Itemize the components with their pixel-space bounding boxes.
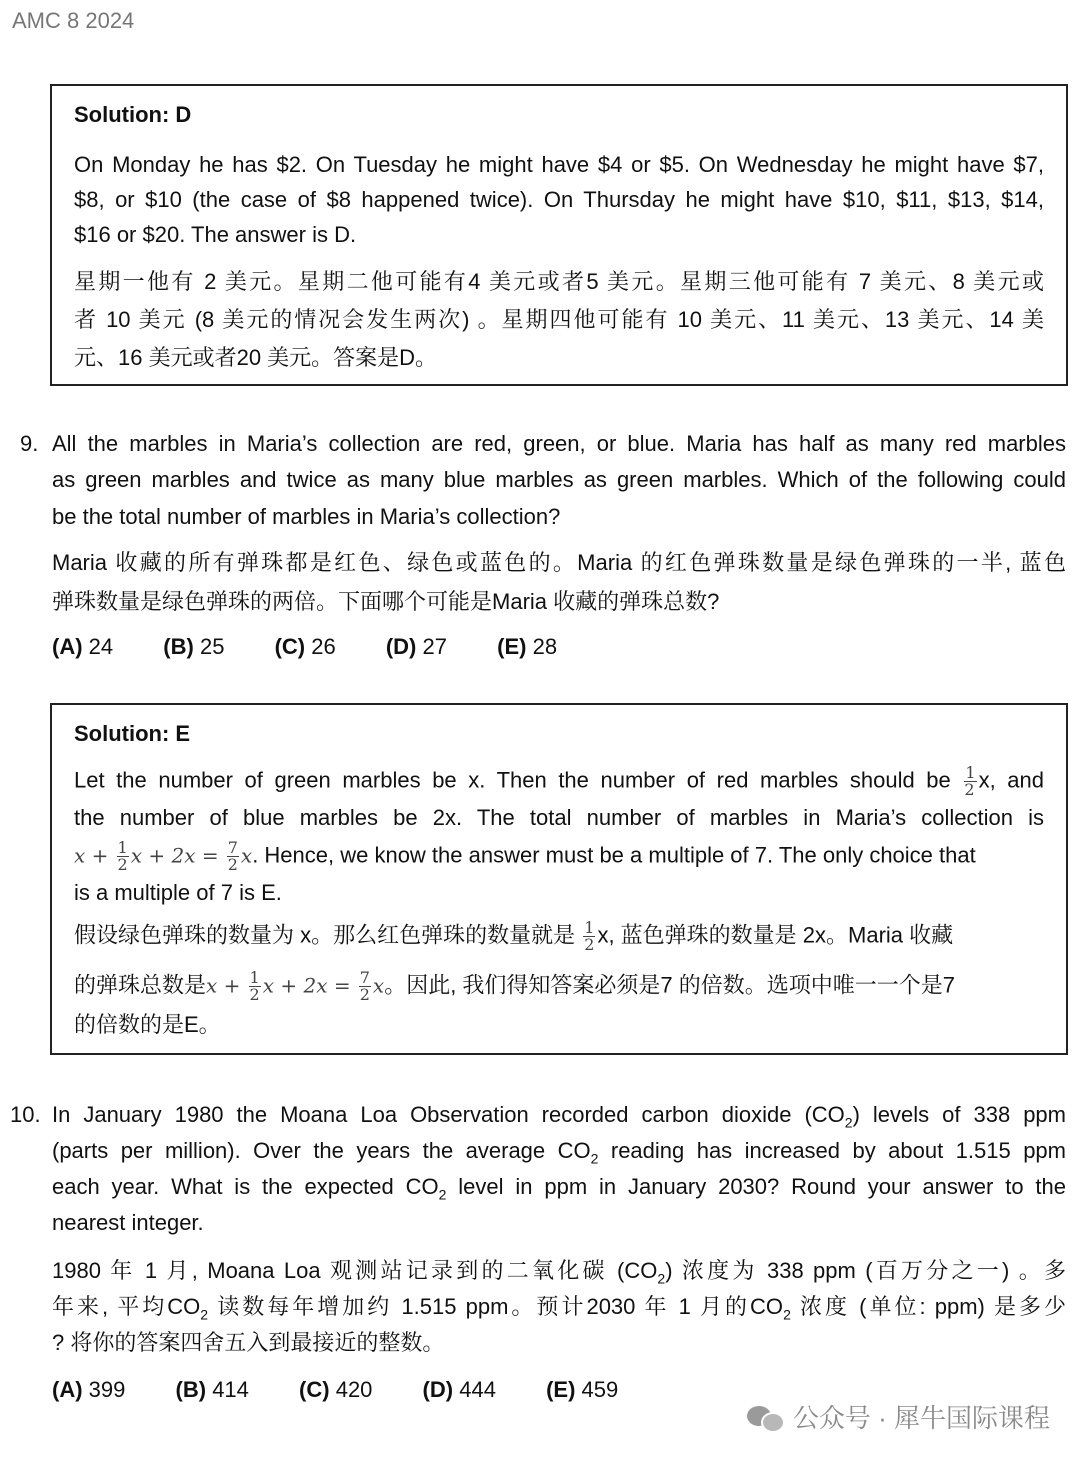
choice-b[interactable]: (B) 414 bbox=[175, 1377, 249, 1402]
fraction-one-half: $\frac{1}{2}$ bbox=[249, 968, 260, 1004]
watermark-text: 公众号 · 犀牛国际课程 bbox=[792, 1403, 1050, 1433]
question-10-zh-line-3: ? 将你的答案四舍五入到最接近的整数。 bbox=[52, 1330, 445, 1355]
solution-9-zh-line-1: 假设绿色弹珠的数量为 x。那么红色弹珠的数量就是 $\frac{1}{2}$ x, 蓝色弹珠的数量是 2x。Maria 收藏 bbox=[74, 918, 954, 954]
choice-c[interactable]: (C) 26 bbox=[274, 634, 336, 659]
choice-a[interactable]: (A) 399 bbox=[52, 1377, 126, 1402]
watermark bbox=[747, 1398, 1050, 1435]
solution-9-box bbox=[50, 703, 1068, 1055]
solution-9-title: Solution: E bbox=[74, 721, 191, 746]
solution-8-title: Solution: D bbox=[74, 102, 192, 127]
choice-e[interactable]: (E) 459 bbox=[546, 1377, 619, 1402]
solution-9-en-line-2: the number of blue marbles be 2x. The total number of marbles in Maria’s collection is bbox=[74, 805, 1044, 830]
choice-b[interactable]: (B) 25 bbox=[163, 634, 225, 659]
choice-d[interactable]: (D) 27 bbox=[385, 634, 447, 659]
choice-a[interactable]: (A) 24 bbox=[52, 634, 114, 659]
question-10-en-line-2: (parts per million). Over the years the average $CO_2$ reading has increased by about 1.515 ppm bbox=[52, 1138, 1066, 1167]
question-10-zh-line-2: 年来, 平均$CO_2$ 读数每年增加约 1.515 ppm。预计2030 年 1 月的$CO_2$ 浓度 (单位: ppm) 是多少 bbox=[52, 1294, 1067, 1323]
solution-8-box bbox=[50, 84, 1068, 386]
question-10-number: 10. bbox=[10, 1102, 41, 1127]
solution-9-en-line-4: is a multiple of 7 is E. bbox=[74, 880, 282, 905]
solution-8-zh-line-3: 元、16 美元或者20 美元。答案是D。 bbox=[74, 345, 438, 370]
question-10-choices bbox=[52, 1375, 662, 1405]
choice-e[interactable]: (E) 28 bbox=[497, 634, 558, 659]
solution-9-zh-line-3: 的倍数的是E。 bbox=[74, 1012, 221, 1037]
solution-9-en-line-3: x + $\frac{1}{2}$ x + 2x = $\frac{7}{2}$ x. Hence, we know the answer must be a multiple of 7. The only choice that bbox=[74, 838, 976, 874]
question-9-en-line-2: as green marbles and twice as many blue marbles as green marbles. Which of the following could bbox=[52, 467, 1066, 492]
fraction-seven-half: $\frac{7}{2}$ bbox=[227, 838, 238, 874]
question-10-en-line-3: each year. What is the expected $CO_2$ level in ppm in January 2030? Round your answer to the bbox=[52, 1174, 1066, 1203]
solution-8-en-line-1: On Monday he has $2. On Tuesday he might have $4 or $5. On Wednesday he might have $7, bbox=[74, 152, 1044, 177]
question-9-number: 9. bbox=[20, 431, 39, 456]
solution-8-en-line-3: $16 or $20. The answer is D. bbox=[74, 222, 357, 247]
question-10-zh-line-1: 1980 年 1 月, Moana Loa 观测站记录到的二氧化碳 $(CO_2)$ 浓度为 338 ppm (百万分之一) 。多 bbox=[52, 1258, 1066, 1287]
solution-9-zh-line-2: 的弹珠总数是x + $\frac{1}{2}$ x + 2x = $\frac{7}{2}$ x。因此, 我们得知答案必须是7 的倍数。选项中唯一一个是7 bbox=[74, 968, 956, 1004]
fraction-seven-half: $\frac{7}{2}$ bbox=[359, 968, 370, 1004]
wechat-icon bbox=[747, 1402, 783, 1432]
solution-8-zh-line-2: 者 10 美元 (8 美元的情况会发生两次) 。星期四他可能有 10 美元、11 美元、13 美元、14 美 bbox=[74, 307, 1044, 332]
solution-8-zh-line-1: 星期一他有 2 美元。星期二他可能有4 美元或者5 美元。星期三他可能有 7 美元、8 美元或 bbox=[74, 269, 1044, 294]
fraction-one-half: $\frac{1}{2}$ bbox=[964, 763, 976, 799]
solution-8-en-line-2: $8, or $10 (the case of $8 happened twice). On Thursday he might have $10, $11, $13, $14, bbox=[74, 187, 1044, 212]
question-9-choices bbox=[52, 632, 601, 662]
question-9-en-line-3: be the total number of marbles in Maria’s collection? bbox=[52, 504, 561, 529]
question-9-zh-line-2: 弹珠数量是绿色弹珠的两倍。下面哪个可能是Maria 收藏的弹珠总数? bbox=[52, 589, 720, 614]
question-9-en-line-1: All the marbles in Maria’s collection are red, green, or blue. Maria has half as many red marbles bbox=[52, 431, 1066, 456]
choice-c[interactable]: (C) 420 bbox=[299, 1377, 373, 1402]
fraction-one-half: $\frac{1}{2}$ bbox=[584, 918, 595, 954]
question-9-zh-line-1: Maria 收藏的所有弹珠都是红色、绿色或蓝色的。Maria 的红色弹珠数量是绿色弹珠的一半, 蓝色 bbox=[52, 550, 1066, 575]
fraction-one-half: $\frac{1}{2}$ bbox=[117, 838, 128, 874]
question-10-en-line-4: nearest integer. bbox=[52, 1210, 204, 1235]
choice-d[interactable]: (D) 444 bbox=[422, 1377, 496, 1402]
question-10-en-line-1: In January 1980 the Moana Loa Observation recorded carbon dioxide $(CO_2)$ levels of 338 ppm bbox=[52, 1102, 1066, 1131]
page-header: AMC 8 2024 bbox=[12, 8, 135, 33]
solution-9-en-line-1: Let the number of green marbles be x. Then the number of red marbles should be $\frac{1}{2}$ x, and bbox=[74, 763, 1044, 799]
